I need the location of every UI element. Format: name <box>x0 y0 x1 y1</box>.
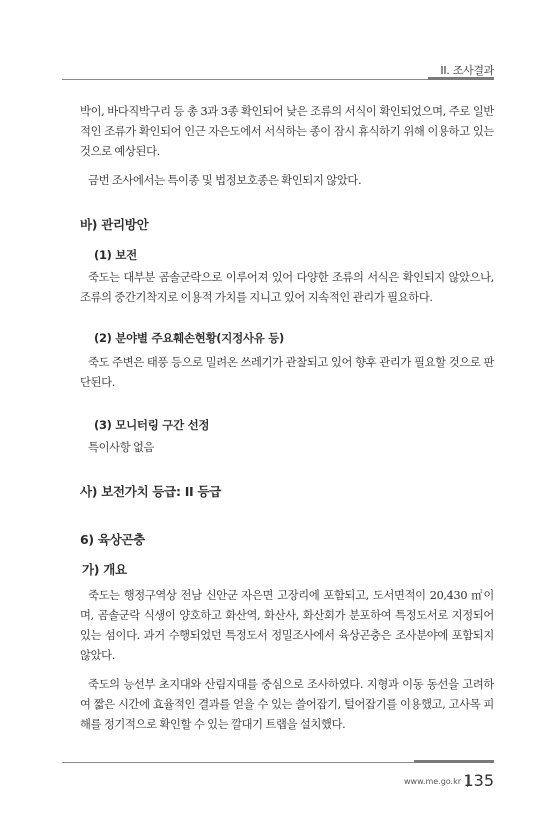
footer-url: www.me.go.kr <box>404 777 461 786</box>
header-label: II. 조사결과 <box>440 64 494 77</box>
heading-terrestrial-insects: 6) 육상곤충 <box>80 532 145 547</box>
paragraph-monitoring: 특이사항 없음 <box>88 441 155 454</box>
header-accent-bar <box>428 77 494 80</box>
heading-management: 바) 관리방안 <box>80 217 149 232</box>
paragraph-survey-method: 죽도의 능선부 초지대와 산림지대를 중심으로 조사하였다. 지형과 이동 동선을 고려하여 짧은 시간에 효율적인 결과를 얻을 수 있는 쓸어잡기, 털어잡기를 이용했고, 고사목 피해를 정기적으로 확인할 수 있는 깔대기 트랩을 설치했다. <box>80 678 494 731</box>
paragraph-damage-status: 죽도 주변은 태풍 등으로 밀려온 쓰레기가 관찰되고 있어 향후 관리가 필요할 것으로 판단된다. <box>80 356 494 389</box>
heading-conservation-grade: 사) 보전가치 등급: II 등급 <box>80 484 221 499</box>
heading-conservation: (1) 보전 <box>94 248 137 262</box>
footer-accent-bar <box>414 760 494 763</box>
page-content <box>80 102 494 744</box>
heading-overview: 가) 개요 <box>82 562 127 577</box>
page-number: 135 <box>463 771 494 790</box>
paragraph-protected-species: 금번 조사에서는 특이종 및 법정보호종은 확인되지 않았다. <box>88 174 362 187</box>
paragraph-birds-summary: 박이, 바다직박구리 등 총 3과 3종 확인되어 낮은 조류의 서식이 확인되었으며, 주로 일반적인 조류가 확인되어 인근 자은도에서 서식하는 종이 잠시 휴식하기 위해 이용하고 있는 것으로 예상된다. <box>80 105 494 158</box>
heading-monitoring: (3) 모니터링 구간 선정 <box>94 418 210 432</box>
paragraph-overview: 죽도는 행정구역상 전남 신안군 자은면 고장리에 포함되고, 도서면적이 20,430 ㎡이며, 곰솔군락 식생이 양호하고 화산역, 화산사, 화산회가 분포하여 특정도서로 지정되어 있는 섬이다. 과거 수행되었던 특정도서 정밀조사에서 육상곤충은 조사분야에 포함되지 않았다. <box>80 589 494 662</box>
heading-damage-status: (2) 분야별 주요훼손현황(지정사유 등) <box>94 331 284 345</box>
paragraph-conservation: 죽도는 대부분 곰솔군락으로 이루어져 있어 다양한 조류의 서식은 확인되지 않았으나, 조류의 중간기착지로 이용적 가치를 지니고 있어 지속적인 관리가 필요하다. <box>80 271 494 304</box>
